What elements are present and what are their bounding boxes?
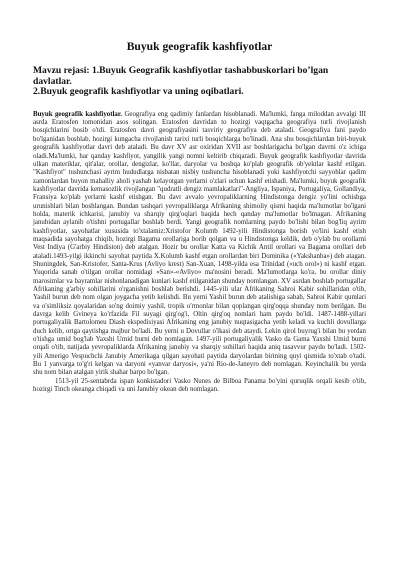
plan-line-1: Mavzu rejasi: 1.Buyuk Geografik kashfiyotlar tashabbuskorlari bo’lgan davlatlar. bbox=[33, 65, 329, 87]
main-paragraph bbox=[33, 111, 366, 378]
paragraph-2-text: 1513-yil 25-sentabrda ispan konkistadori Vasko Nunes de Bilboa Panama bo'yini quruqlik orqali kesib o'tib, hozirgi Tinch okeanga chiqadi va uni Janubiy okean deb nomlagan. bbox=[33, 377, 366, 394]
second-paragraph bbox=[33, 378, 366, 395]
document-title: Buyuk geografik kashfiyotlar bbox=[126, 40, 273, 53]
paragraph-1-text: Geografiya eng qadimiy fanlardan hisoblanadi. Ma'lumki, fanga miloddan avvalgi III asrda Eratosfen tomonidan asos solingan. Eratosfen davridan to hozirgi vaqtgacha geografiya turli rivojlanish bosqichlarini bosib o'tdi. Eratosfen davri geografiyasini tasviriy geografiya deb ataladi. Geografiya fani paydo bo'lganidan boshlab, hozirgi kungacha rivojlanish tarixi turli bosqichlarga bo'linadi. Ana shu bosqichlardan biri-buyuk geografik kashfiyotlar davri deb ataladi. Bu davr XV asr oxiridan XVII asr boshlarigacha bo'lgan davrni o'z ichiga oladi.Ma'lumki, har qanday kashfiyot, yangilik yangi nomni keltirib chiqaradi. Buyuk geografik kashfiyotlar davrida ulkan materiklar, qit'alar, orollar, dengizlar, ko'llar, daryolar va boshqa ko'plab geografik ob'yektlar kashf etilgan. "Kashfiyot" tushunchasi ayrim hududlarga nisbatan nisbiy tushuncha hisoblanadi yoki kashfiyotchi sayyohlar qadim zamonlardan buyon mahalliy aholi yashab kelayotgan yerlarni o'zlari uchun kashf etishadi. Ma'lumki, buyuk geografik kashfiyotlar davrida kemasozlik rivojlangan "qudratli dengiz mamlakatlari"-Angliya, Ispaniya, Portugaliya, Gollandiya, Fransiya ko'plab yerlarni kashf etishgan. Bu davr avvalo yevropaliklarning Hindistonga dengiz yo'lini ochishga urunishlari bilan boshlangan. Bundan tashqari yevropaliklarga Afrikaning shimoliy qismi haqida ma'lumotlar bo'lgani holda, materik ichkarisi, janubiy va sharqiy qirg'oqlari haqida hech qanday ma'lumotlar bo'lmagan. Afrikaning janubidan aylanib o'tishni portugallar boshlab berdi. Yangi geografik nomlarning paydo bo'lishi bilan bog'liq ayrim kashfiyotlar, sayohatlar xususida to'xtalamiz:Xristofor Kolumb 1492-yili Hindistonga borish yo'lini kashf etish maqsadida sayohatga chiqib, hozirgi Bagama orollariga borib qolgan va u Hindistonga keldik, deb o'ylab bu orollarni Vest Indiya (G'arbiy Hindiston) deb atalgan. Hozir bu orollar Katta va Kichik Antil orollari va Bagama orollari deb ataladi.1493-yilgi ikkinchi sayohat paytida X.Kolumb kashf etgan orollardan biri Dominika («Yakshanba») deb atagan. Shuningdek, San-Kristofer, Santa-Krus (Avliyo krest) San-Xuan, 1498-yilda esa Trinidad («uch orol») ni kashf etgan. Yuqorida sanab o'tilgan orollar nomidagi «San»-«Avliyo» ma'nosini beradi. Ma'lumotlarga ko'ra, bu orollar diniy marosimlar va bayramlar nishonlanadigan kunlari kashf etilganidan shunday nomlangan. XV asrdan boshlab portugallar Afrikaning g'arbiy sohillarini o'rganishni boshlab berishdi. 1445-yili ular Afrikaning Sahroi Kabir sohillaridan o'tib, Yashil burun deb nom olgan joygacha yetib kelishdi. Bu yerni Yashil burun deb atalishiga sabab, Sahroi Kabir qumlari va o'simliksiz qoyalaridan so'ng doimiy yashil, tropik o'rmonlar bilan qoplangan qirg'oqqa shunday nom berilgan. Bu davrga kelib Gvineya ko'rfazida Fil suyagi qirg'og'i, Oltin qirg'oq nomlari ham paydo bo'ldi. 1487-1488-yillari portugaliyalik Bartolomeu Diash ekspedisiyasi Afrikaning eng janubiy nuqtasigacha yetib keladi va kuchli dovullarga duch kelib, ortga qaytishga majbur bo'ladi. Bu yerni u Dovullar o'lkasi deb ataydi. Lekin qirol buyrug'i bilan bu yerdan o'tishga umid bog'lab Yaxshi Umid burni deb nomlagan. 1497-yili portugaliyalik Vasko da Gama Yaxshi Umid burni orqali o'tib, natijada yevropaliklarda Afrikaning janubiy va sharqiy sohillari haqida aniq tasavvur paydo bo'ladi. 1502-yili Amerigo Vespuchchi Janubiy Amerikaga qilgan sayohati paytida daryolardan birining quyi qismida to'xtab o'tadi. Bu 1 yanvarga to'g'ri kelgan va daryoni «yanvar daryosi», ya'ni Rio-de-Janeyro deb nomlagan. Keyinchalik bu yerda shu nom bilan atalgan yirik shahar barpo bo'lgan. bbox=[33, 110, 366, 377]
lead-term: Buyuk geografik kashfiyotlar. bbox=[33, 110, 123, 118]
lesson-plan bbox=[33, 66, 366, 98]
plan-line-2: 2.Buyuk geografik kashfiyotlar va uning oqibatlari. bbox=[33, 86, 244, 98]
